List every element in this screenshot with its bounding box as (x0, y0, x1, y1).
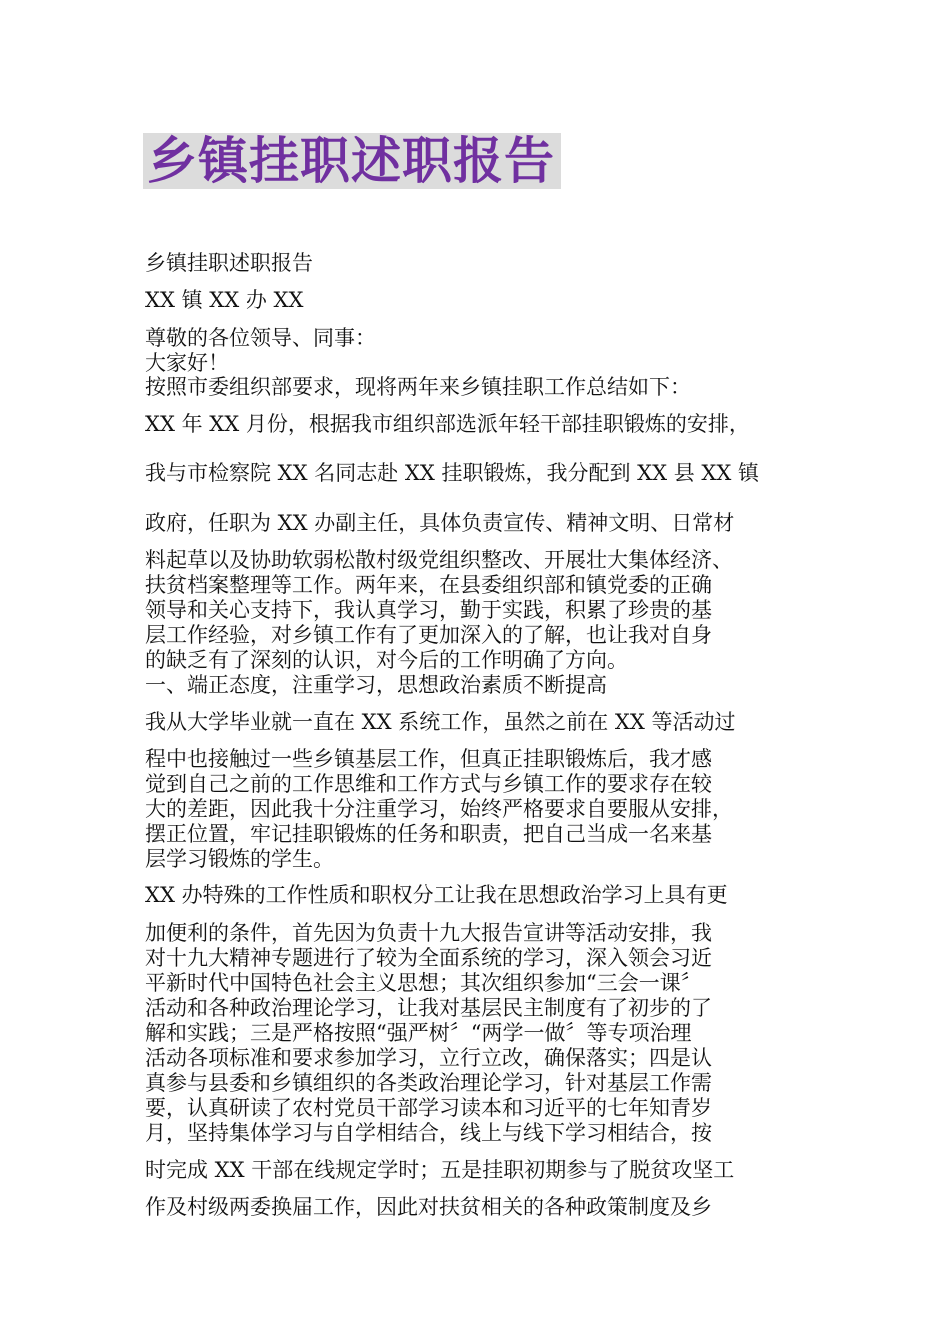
body-line: 的缺乏有了深刻的认识，对今后的工作明确了方向。 (145, 648, 628, 672)
body-line: 按照市委组织部要求，现将两年来乡镇挂职工作总结如下： (145, 375, 691, 399)
body-line: 层学习锻炼的学生。 (145, 847, 334, 871)
body-line: 平新时代中国特色社会主义思想；其次组织参加“三会一课〞 (145, 971, 702, 995)
body-line: 作及村级两委换届工作，因此对扶贫相关的各种政策制度及乡 (145, 1195, 712, 1219)
body-line: 真参与县委和乡镇组织的各类政治理论学习，针对基层工作需 (145, 1071, 712, 1095)
document-title: 乡镇挂职述职报告 (143, 133, 561, 189)
body-line: 层工作经验，对乡镇工作有了更加深入的了解，也让我对自身 (145, 623, 712, 647)
body-line: 解和实践；三是严格按照“强严树〞“两学一做〞等专项治理 (145, 1021, 692, 1045)
body-line: 政府，任职为 XX 办副主任，具体负责宣传、精神文明、日常材 (145, 511, 735, 535)
body-line: 乡镇挂职述职报告 (145, 251, 313, 275)
body-line: 尊敬的各位领导、同事： (145, 326, 376, 350)
section-heading: 一、端正态度，注重学习，思想政治素质不断提高 (145, 673, 607, 697)
body-line: XX 年 XX 月份，根据我市组织部选派年轻干部挂职锻炼的安排， (145, 412, 750, 436)
body-line: 程中也接触过一些乡镇基层工作，但真正挂职锻炼后，我才感 (145, 747, 712, 771)
body-line: 我从大学毕业就一直在 XX 系统工作，虽然之前在 XX 等活动过 (145, 710, 736, 734)
body-line: 大家好！ (145, 351, 229, 375)
body-line: 扶贫档案整理等工作。两年来，在县委组织部和镇党委的正确 (145, 573, 712, 597)
body-line: 觉到自己之前的工作思维和工作方式与乡镇工作的要求存在较 (145, 772, 712, 796)
body-line: 加便利的条件，首先因为负责十九大报告宣讲等活动安排，我 (145, 921, 712, 945)
body-line: 月，坚持集体学习与自学相结合，线上与线下学习相结合，按 (145, 1121, 712, 1145)
body-line: 活动和各种政治理论学习，让我对基层民主制度有了初步的了 (145, 996, 712, 1020)
body-line: 对十九大精神专题进行了较为全面系统的学习，深入领会习近 (145, 946, 712, 970)
body-line: XX 办特殊的工作性质和职权分工让我在思想政治学习上具有更 (145, 883, 728, 907)
body-line: 领导和关心支持下，我认真学习，勤于实践，积累了珍贵的基 (145, 598, 712, 622)
body-line: 活动各项标准和要求参加学习，立行立改，确保落实；四是认 (145, 1046, 712, 1070)
body-line: 我与市检察院 XX 名同志赴 XX 挂职锻炼，我分配到 XX 县 XX 镇 (145, 461, 760, 485)
body-line: 要，认真研读了农村党员干部学习读本和习近平的七年知青岁 (145, 1096, 712, 1120)
body-line: 摆正位置，牢记挂职锻炼的任务和职责，把自己当成一名来基 (145, 822, 712, 846)
body-line: 大的差距，因此我十分注重学习，始终严格要求自要服从安排， (145, 797, 733, 821)
body-line: 时完成 XX 干部在线规定学时；五是挂职初期参与了脱贫攻坚工 (145, 1158, 735, 1182)
body-line: XX 镇 XX 办 XX (145, 288, 304, 312)
body-line: 料起草以及协助软弱松散村级党组织整改、开展壮大集体经济、 (145, 548, 733, 572)
